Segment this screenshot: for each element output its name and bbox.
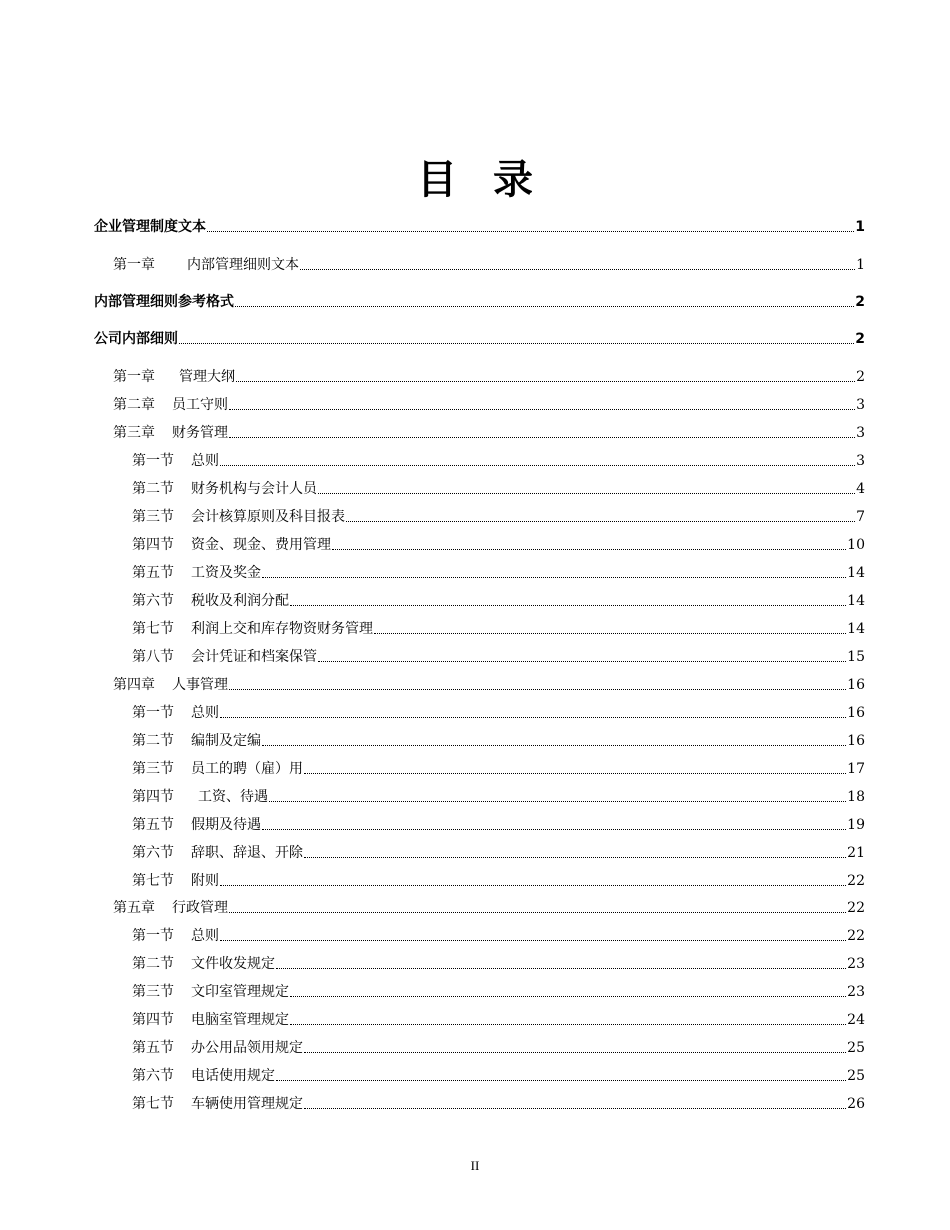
toc-entry-label: 第七节 [132,873,174,889]
toc-entry[interactable] [94,328,865,348]
toc-entry-page: 1 [855,219,865,235]
toc-entry-title: 文印室管理规定 [191,984,289,1000]
toc-entry-title: 文件收发规定 [191,956,275,972]
toc-entry-page: 2 [856,369,865,385]
toc-entry-page: 22 [847,928,865,944]
toc-entry[interactable] [132,1009,865,1029]
toc-entry-title: 公司内部细则 [94,331,178,347]
toc-leader-dots [318,493,855,494]
toc-leader-dots [262,745,846,746]
toc-entry-label: 第七节 [132,621,174,637]
toc-entry-page: 14 [847,621,865,637]
toc-entry[interactable] [132,562,865,582]
toc-leader-dots [276,1080,846,1081]
toc-entry-label: 第六节 [132,1068,174,1084]
toc-entry-label: 第二节 [132,481,174,497]
toc-entry-label: 第六节 [132,593,174,609]
toc-leader-dots [262,577,846,578]
toc-entry[interactable] [132,925,865,945]
toc-title: 目录 [417,157,569,203]
toc-leader-dots [229,689,846,690]
toc-entry-label: 第一节 [132,705,174,721]
toc-entry[interactable] [132,1037,865,1057]
toc-entry-title: 车辆使用管理规定 [191,1096,303,1112]
toc-entry-title: 工资及奖金 [191,565,261,581]
toc-leader-dots [374,633,846,634]
toc-entry-title: 办公用品领用规定 [191,1040,303,1056]
toc-entry-label: 第二节 [132,733,174,749]
toc-entry[interactable] [132,478,865,498]
toc-leader-dots [290,996,846,997]
toc-entry-title: 人事管理 [172,677,228,693]
toc-entry-page: 3 [856,453,865,469]
toc-entry[interactable] [132,730,865,750]
toc-leader-dots [220,940,846,941]
toc-entry-label: 第一节 [132,928,174,944]
toc-entry-label: 第五节 [132,817,174,833]
toc-leader-dots [300,269,855,270]
toc-entry-label: 第一章 [113,369,155,385]
toc-entry-page: 18 [847,789,865,805]
toc-entry[interactable] [132,814,865,834]
toc-entry-label: 第一节 [132,453,174,469]
toc-leader-dots [262,829,846,830]
toc-entry-title: 内部管理细则文本 [187,257,299,273]
toc-entry-label: 第三章 [113,425,155,441]
toc-entry[interactable] [94,216,865,236]
toc-entry-page: 15 [847,649,865,665]
toc-entry-page: 3 [856,425,865,441]
toc-entry-title: 利润上交和库存物资财务管理 [191,621,373,637]
toc-entry-label: 第四节 [132,789,174,805]
toc-entry-title: 财务机构与会计人员 [191,481,317,497]
toc-entry-label: 第三节 [132,509,174,525]
toc-leader-dots [346,521,855,522]
toc-leader-dots [290,1024,846,1025]
toc-leader-dots [332,549,846,550]
toc-entry-page: 21 [847,845,865,861]
toc-entry-title: 员工守则 [172,397,228,413]
toc-entry[interactable] [132,1065,865,1085]
toc-entry-title: 财务管理 [172,425,228,441]
toc-entry-title: 内部管理细则参考格式 [94,294,234,310]
page-number: II [470,1158,480,1173]
toc-leader-dots [235,306,854,307]
toc-entry-page: 14 [847,565,865,581]
toc-entry-page: 2 [855,294,865,310]
toc-entry-page: 16 [847,733,865,749]
toc-entry-page: 22 [847,900,865,916]
toc-entry-title: 假期及待遇 [191,817,261,833]
toc-leader-dots [304,773,846,774]
toc-entry-page: 25 [847,1068,865,1084]
toc-entry-page: 7 [856,509,865,525]
toc-leader-dots [269,801,846,802]
toc-entry-title: 企业管理制度文本 [94,219,206,235]
toc-entry[interactable] [132,1093,865,1113]
toc-leader-dots [276,968,846,969]
toc-leader-dots [220,465,855,466]
toc-entry-page: 25 [847,1040,865,1056]
toc-leader-dots [229,437,855,438]
toc-entry-label: 第五章 [113,900,155,916]
toc-entry-page: 3 [856,397,865,413]
toc-entry[interactable] [132,590,865,610]
toc-leader-dots [220,885,846,886]
toc-leader-dots [236,381,855,382]
toc-entry-title: 辞职、辞退、开除 [191,845,303,861]
toc-entry-label: 第四节 [132,1012,174,1028]
toc-entry-page: 10 [847,537,865,553]
toc-entry[interactable] [94,291,865,311]
toc-entry-page: 14 [847,593,865,609]
toc-entry-title: 总则 [191,705,219,721]
toc-leader-dots [318,661,846,662]
toc-entry[interactable] [132,534,865,554]
toc-entry-title: 资金、现金、费用管理 [191,537,331,553]
toc-entry[interactable] [132,702,865,722]
toc-entry-label: 第三节 [132,761,174,777]
toc-entry[interactable] [132,646,865,666]
toc-entry-page: 22 [847,873,865,889]
toc-leader-dots [220,717,846,718]
toc-entry-label: 第三节 [132,984,174,1000]
toc-entry-title: 附则 [191,873,219,889]
toc-entry[interactable] [132,618,865,638]
toc-entry[interactable] [132,758,865,778]
toc-leader-dots [304,1052,846,1053]
toc-entry-label: 第七节 [132,1096,174,1112]
toc-entry-title: 工资、待遇 [198,789,268,805]
toc-entry[interactable] [113,422,865,442]
toc-entry-page: 1 [856,257,865,273]
toc-entry-label: 第一章 [113,257,155,273]
toc-entry-page: 16 [847,677,865,693]
toc-entry-label: 第四章 [113,677,155,693]
toc-entry-title: 管理大纲 [179,369,235,385]
toc-entry-title: 编制及定编 [191,733,261,749]
toc-entry[interactable] [132,842,865,862]
toc-entry-page: 26 [847,1096,865,1112]
toc-entry[interactable] [113,366,865,386]
toc-leader-dots [304,1108,846,1109]
toc-entry-page: 16 [847,705,865,721]
toc-entry-page: 17 [847,761,865,777]
toc-entry-page: 2 [855,331,865,347]
toc-entry-title: 会计凭证和档案保管 [191,649,317,665]
toc-entry-title: 税收及利润分配 [191,593,289,609]
toc-leader-dots [290,605,846,606]
toc-entry-label: 第二节 [132,956,174,972]
toc-entry-label: 第八节 [132,649,174,665]
toc-entry-title: 员工的聘（雇）用 [191,761,303,777]
toc-entry-page: 23 [847,984,865,1000]
toc-entry-label: 第五节 [132,565,174,581]
toc-leader-dots [207,231,854,232]
toc-entry-title: 总则 [191,928,219,944]
toc-entry-title: 会计核算原则及科目报表 [191,509,345,525]
toc-entry-page: 19 [847,817,865,833]
toc-entry[interactable] [132,786,865,806]
toc-leader-dots [229,912,846,913]
toc-entry-page: 23 [847,956,865,972]
toc-entry-label: 第二章 [113,397,155,413]
toc-leader-dots [179,343,854,344]
toc-entry[interactable] [132,450,865,470]
toc-entry[interactable] [132,870,865,890]
toc-entry[interactable] [132,506,865,526]
toc-entry-title: 电脑室管理规定 [191,1012,289,1028]
toc-entry-page: 24 [847,1012,865,1028]
toc-entry[interactable] [132,953,865,973]
toc-entry[interactable] [113,897,865,917]
toc-entry[interactable] [132,981,865,1001]
toc-entry[interactable] [113,254,865,274]
toc-entry-title: 行政管理 [172,900,228,916]
toc-entry[interactable] [113,394,865,414]
toc-entry-title: 总则 [191,453,219,469]
toc-leader-dots [229,409,855,410]
toc-entry-label: 第五节 [132,1040,174,1056]
toc-entry-label: 第四节 [132,537,174,553]
toc-entry-label: 第六节 [132,845,174,861]
toc-entry-page: 4 [856,481,865,497]
toc-leader-dots [304,857,846,858]
toc-entry-title: 电话使用规定 [191,1068,275,1084]
toc-entry[interactable] [113,674,865,694]
